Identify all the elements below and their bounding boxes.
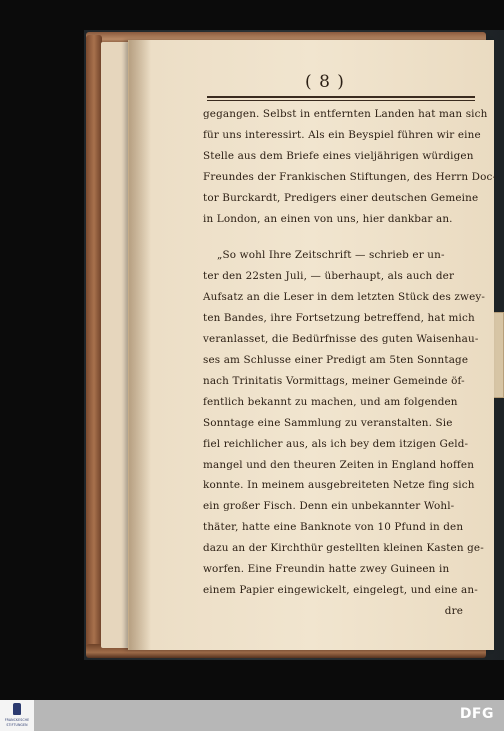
- text-line: dazu an der Kirchthür gestellten kleinen Kasten ge-: [203, 542, 484, 555]
- page-number: ( 8 ): [305, 72, 345, 92]
- institution-logo[interactable]: [0, 700, 34, 731]
- spine-shadow: [129, 40, 151, 650]
- board-edge-left: [86, 35, 102, 655]
- paragraph-gap: [203, 229, 475, 245]
- dfg-logo[interactable]: DFG: [459, 706, 494, 722]
- text-line: mangel und den theuren Zeiten in England hoffen: [203, 458, 475, 471]
- text-line: fiel reichlicher aus, als ich bey dem itzigen Geld-: [203, 437, 469, 450]
- text-line: konnte. In meinem ausgebreiteten Netze fing sich: [203, 479, 475, 492]
- text-line: Freundes der Frankischen Stiftungen, des Herrn Doc-: [203, 170, 497, 183]
- text-line: gegangen. Selbst in entfernten Landen hat man sich: [203, 108, 488, 120]
- catchword: dre: [444, 604, 463, 617]
- book-page: [128, 40, 497, 650]
- text-line: für uns interessirt. Als ein Beyspiel führen wir eine: [203, 128, 481, 141]
- text-line: fentlich bekannt zu machen, und am folgenden: [203, 395, 458, 408]
- text-line: ses am Schlusse einer Predigt am 5ten Sonntage: [203, 353, 469, 366]
- text-line: ter den 22sten Juli, — überhaupt, als auch der: [203, 270, 455, 283]
- text-line: „So wohl Ihre Zeitschrift — schrieb er un-: [217, 249, 445, 262]
- text-line: tor Burckardt, Predigers einer deutschen Gemeine: [203, 191, 479, 204]
- text-line: in London, an einen von uns, hier dankbar an.: [203, 212, 453, 225]
- text-line: thäter, hatte eine Banknote von 10 Pfund in den: [203, 521, 464, 534]
- text-line: einem Papier eingewickelt, eingelegt, und eine an-: [203, 583, 478, 596]
- header-rule-thin: [207, 100, 475, 101]
- viewer-footer: [0, 700, 504, 731]
- text-line: Sonntage eine Sammlung zu veranstalten. Sie: [203, 416, 453, 429]
- text-line: nach Trinitatis Vormittags, meiner Gemeinde öf-: [203, 374, 465, 387]
- text-line: ten Bandes, ihre Fortsetzung betreffend, hat mich: [203, 312, 475, 325]
- text-line: veranlasset, die Bedürfnisse des guten Waisenhau-: [203, 333, 479, 346]
- logo-text-line: FRANCKESCHE: [4, 718, 30, 722]
- text-line: worfen. Eine Freundin hatte zwey Guineen in: [203, 563, 450, 576]
- text-line: Stelle aus dem Briefe eines vieljährigen würdigen: [203, 149, 474, 162]
- text-line: ein großer Fisch. Denn ein unbekannter Wohl-: [203, 500, 455, 513]
- page-text: [203, 104, 497, 622]
- logo-text-line: STIFTUNGEN: [6, 723, 28, 727]
- text-line: Aufsatz an die Leser in dem letzten Stück des zwey-: [203, 291, 486, 304]
- header-rule: [207, 96, 475, 98]
- logo-emblem-icon: [13, 703, 21, 715]
